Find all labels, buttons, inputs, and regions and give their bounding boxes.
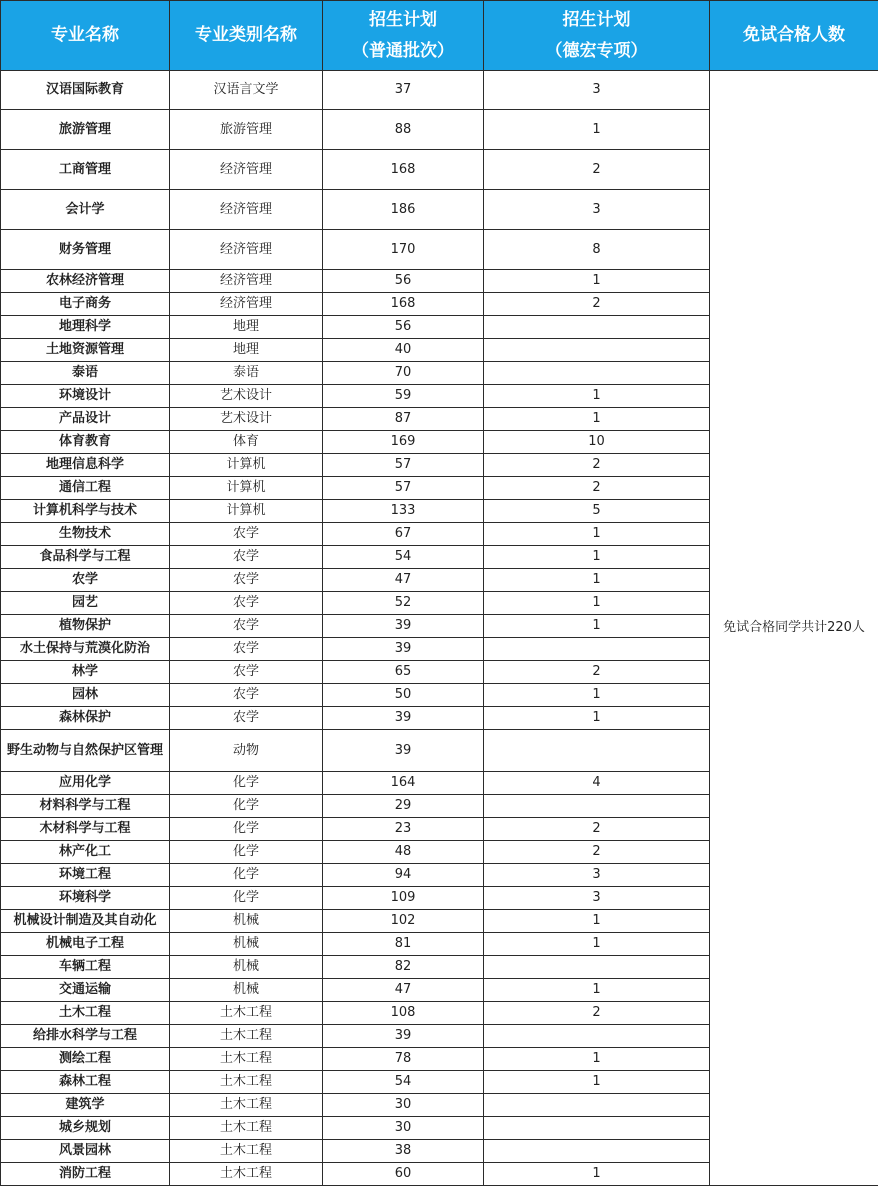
dehong-plan-cell: [484, 956, 710, 979]
category-cell: 旅游管理: [170, 110, 323, 150]
general-plan-cell: 56: [323, 270, 484, 293]
general-plan-cell: 81: [323, 933, 484, 956]
category-cell: 艺术设计: [170, 408, 323, 431]
general-plan-cell: 52: [323, 592, 484, 615]
major-cell: 林产化工: [1, 841, 170, 864]
category-cell: 土木工程: [170, 1117, 323, 1140]
general-plan-cell: 168: [323, 293, 484, 316]
major-cell: 旅游管理: [1, 110, 170, 150]
general-plan-cell: 39: [323, 638, 484, 661]
major-cell: 应用化学: [1, 772, 170, 795]
dehong-plan-cell: 1: [484, 1071, 710, 1094]
general-plan-cell: 39: [323, 615, 484, 638]
major-cell: 汉语国际教育: [1, 71, 170, 110]
major-cell: 农林经济管理: [1, 270, 170, 293]
major-cell: 森林工程: [1, 1071, 170, 1094]
general-plan-cell: 65: [323, 661, 484, 684]
general-plan-cell: 169: [323, 431, 484, 454]
major-cell: 城乡规划: [1, 1117, 170, 1140]
major-cell: 食品科学与工程: [1, 546, 170, 569]
category-cell: 农学: [170, 661, 323, 684]
general-plan-cell: 39: [323, 707, 484, 730]
dehong-plan-cell: 1: [484, 408, 710, 431]
category-cell: 经济管理: [170, 190, 323, 230]
major-cell: 建筑学: [1, 1094, 170, 1117]
category-cell: 汉语言文学: [170, 71, 323, 110]
category-cell: 地理: [170, 316, 323, 339]
major-cell: 水土保持与荒漠化防治: [1, 638, 170, 661]
general-plan-cell: 40: [323, 339, 484, 362]
dehong-plan-cell: 1: [484, 523, 710, 546]
general-plan-cell: 170: [323, 230, 484, 270]
general-plan-cell: 47: [323, 569, 484, 592]
dehong-plan-cell: 4: [484, 772, 710, 795]
category-cell: 土木工程: [170, 1048, 323, 1071]
dehong-plan-cell: 2: [484, 477, 710, 500]
dehong-plan-cell: 5: [484, 500, 710, 523]
major-cell: 地理科学: [1, 316, 170, 339]
major-cell: 产品设计: [1, 408, 170, 431]
general-plan-cell: 82: [323, 956, 484, 979]
major-cell: 泰语: [1, 362, 170, 385]
dehong-plan-cell: 1: [484, 546, 710, 569]
category-cell: 计算机: [170, 477, 323, 500]
header-general-plan: [323, 1, 484, 71]
dehong-plan-cell: 1: [484, 1163, 710, 1186]
major-cell: 机械设计制造及其自动化: [1, 910, 170, 933]
major-cell: 财务管理: [1, 230, 170, 270]
dehong-plan-cell: 1: [484, 1048, 710, 1071]
header-dehong-plan-line2: （德宏专项）: [545, 40, 648, 61]
major-cell: 电子商务: [1, 293, 170, 316]
major-cell: 林学: [1, 661, 170, 684]
category-cell: 农学: [170, 684, 323, 707]
dehong-plan-cell: 1: [484, 684, 710, 707]
category-cell: 化学: [170, 887, 323, 910]
general-plan-cell: 30: [323, 1117, 484, 1140]
general-plan-cell: 54: [323, 546, 484, 569]
category-cell: 机械: [170, 956, 323, 979]
dehong-plan-cell: 1: [484, 979, 710, 1002]
general-plan-cell: 37: [323, 71, 484, 110]
major-cell: 生物技术: [1, 523, 170, 546]
dehong-plan-cell: 2: [484, 150, 710, 190]
dehong-plan-cell: [484, 795, 710, 818]
major-cell: 会计学: [1, 190, 170, 230]
category-cell: 农学: [170, 707, 323, 730]
category-cell: 化学: [170, 795, 323, 818]
general-plan-cell: 108: [323, 1002, 484, 1025]
category-cell: 化学: [170, 841, 323, 864]
category-cell: 农学: [170, 523, 323, 546]
dehong-plan-cell: 2: [484, 818, 710, 841]
exempt-count-note: 免试合格同学共计220人: [710, 71, 878, 1186]
category-cell: 地理: [170, 339, 323, 362]
table-body: [1, 71, 878, 1186]
general-plan-cell: 60: [323, 1163, 484, 1186]
general-plan-cell: 164: [323, 772, 484, 795]
general-plan-cell: 186: [323, 190, 484, 230]
general-plan-cell: 102: [323, 910, 484, 933]
major-cell: 土地资源管理: [1, 339, 170, 362]
major-cell: 计算机科学与技术: [1, 500, 170, 523]
dehong-plan-cell: 1: [484, 615, 710, 638]
dehong-plan-cell: [484, 339, 710, 362]
dehong-plan-cell: 10: [484, 431, 710, 454]
major-cell: 机械电子工程: [1, 933, 170, 956]
general-plan-cell: 57: [323, 454, 484, 477]
major-cell: 野生动物与自然保护区管理: [1, 730, 170, 772]
category-cell: 机械: [170, 933, 323, 956]
table-header-row: [1, 1, 878, 71]
general-plan-cell: 133: [323, 500, 484, 523]
header-dehong-plan: [484, 1, 710, 71]
general-plan-cell: 56: [323, 316, 484, 339]
dehong-plan-cell: [484, 316, 710, 339]
major-cell: 消防工程: [1, 1163, 170, 1186]
dehong-plan-cell: 1: [484, 910, 710, 933]
major-cell: 地理信息科学: [1, 454, 170, 477]
category-cell: 农学: [170, 592, 323, 615]
general-plan-cell: 168: [323, 150, 484, 190]
general-plan-cell: 54: [323, 1071, 484, 1094]
dehong-plan-cell: [484, 1025, 710, 1048]
dehong-plan-cell: 2: [484, 454, 710, 477]
general-plan-cell: 78: [323, 1048, 484, 1071]
category-cell: 土木工程: [170, 1071, 323, 1094]
general-plan-cell: 39: [323, 1025, 484, 1048]
general-plan-cell: 39: [323, 730, 484, 772]
major-cell: 植物保护: [1, 615, 170, 638]
general-plan-cell: 109: [323, 887, 484, 910]
category-cell: 机械: [170, 910, 323, 933]
dehong-plan-cell: 1: [484, 270, 710, 293]
major-cell: 车辆工程: [1, 956, 170, 979]
category-cell: 化学: [170, 864, 323, 887]
general-plan-cell: 57: [323, 477, 484, 500]
dehong-plan-cell: [484, 638, 710, 661]
major-cell: 工商管理: [1, 150, 170, 190]
category-cell: 农学: [170, 615, 323, 638]
general-plan-cell: 48: [323, 841, 484, 864]
dehong-plan-cell: 1: [484, 110, 710, 150]
dehong-plan-cell: 1: [484, 385, 710, 408]
category-cell: 农学: [170, 638, 323, 661]
major-cell: 土木工程: [1, 1002, 170, 1025]
general-plan-cell: 47: [323, 979, 484, 1002]
general-plan-cell: 38: [323, 1140, 484, 1163]
category-cell: 土木工程: [170, 1025, 323, 1048]
dehong-plan-cell: 8: [484, 230, 710, 270]
category-cell: 经济管理: [170, 230, 323, 270]
major-cell: 环境工程: [1, 864, 170, 887]
dehong-plan-cell: 1: [484, 933, 710, 956]
dehong-plan-cell: [484, 730, 710, 772]
dehong-plan-cell: 1: [484, 592, 710, 615]
category-cell: 动物: [170, 730, 323, 772]
category-cell: 机械: [170, 979, 323, 1002]
category-cell: 艺术设计: [170, 385, 323, 408]
major-cell: 风景园林: [1, 1140, 170, 1163]
category-cell: 体育: [170, 431, 323, 454]
dehong-plan-cell: 3: [484, 190, 710, 230]
general-plan-cell: 23: [323, 818, 484, 841]
major-cell: 园艺: [1, 592, 170, 615]
dehong-plan-cell: 2: [484, 1002, 710, 1025]
dehong-plan-cell: [484, 362, 710, 385]
major-cell: 木材科学与工程: [1, 818, 170, 841]
general-plan-cell: 70: [323, 362, 484, 385]
category-cell: 化学: [170, 818, 323, 841]
general-plan-cell: 88: [323, 110, 484, 150]
category-cell: 经济管理: [170, 270, 323, 293]
general-plan-cell: 50: [323, 684, 484, 707]
table-row: [1, 71, 878, 110]
category-cell: 农学: [170, 546, 323, 569]
dehong-plan-cell: [484, 1140, 710, 1163]
general-plan-cell: 94: [323, 864, 484, 887]
general-plan-cell: 87: [323, 408, 484, 431]
dehong-plan-cell: 2: [484, 841, 710, 864]
dehong-plan-cell: 1: [484, 707, 710, 730]
major-cell: 森林保护: [1, 707, 170, 730]
category-cell: 计算机: [170, 454, 323, 477]
major-cell: 体育教育: [1, 431, 170, 454]
category-cell: 计算机: [170, 500, 323, 523]
dehong-plan-cell: [484, 1117, 710, 1140]
general-plan-cell: 59: [323, 385, 484, 408]
dehong-plan-cell: 3: [484, 71, 710, 110]
category-cell: 土木工程: [170, 1163, 323, 1186]
category-cell: 土木工程: [170, 1002, 323, 1025]
major-cell: 交通运输: [1, 979, 170, 1002]
category-cell: 化学: [170, 772, 323, 795]
major-cell: 农学: [1, 569, 170, 592]
header-exempt-count: 免试合格人数: [710, 1, 878, 71]
dehong-plan-cell: 3: [484, 887, 710, 910]
dehong-plan-cell: 2: [484, 661, 710, 684]
major-cell: 材料科学与工程: [1, 795, 170, 818]
major-cell: 通信工程: [1, 477, 170, 500]
major-cell: 环境科学: [1, 887, 170, 910]
major-cell: 测绘工程: [1, 1048, 170, 1071]
major-cell: 给排水科学与工程: [1, 1025, 170, 1048]
header-major-name: 专业名称: [1, 1, 170, 71]
category-cell: 农学: [170, 569, 323, 592]
dehong-plan-cell: 1: [484, 569, 710, 592]
category-cell: 土木工程: [170, 1094, 323, 1117]
category-cell: 经济管理: [170, 293, 323, 316]
general-plan-cell: 29: [323, 795, 484, 818]
major-cell: 园林: [1, 684, 170, 707]
category-cell: 经济管理: [170, 150, 323, 190]
dehong-plan-cell: [484, 1094, 710, 1117]
category-cell: 土木工程: [170, 1140, 323, 1163]
dehong-plan-cell: 2: [484, 293, 710, 316]
header-general-plan-line1: 招生计划: [369, 9, 437, 30]
general-plan-cell: 30: [323, 1094, 484, 1117]
header-dehong-plan-line1: 招生计划: [562, 9, 631, 30]
category-cell: 泰语: [170, 362, 323, 385]
major-cell: 环境设计: [1, 385, 170, 408]
dehong-plan-cell: 3: [484, 864, 710, 887]
header-category-name: 专业类别名称: [170, 1, 323, 71]
header-general-plan-line2: （普通批次）: [352, 40, 454, 61]
general-plan-cell: 67: [323, 523, 484, 546]
